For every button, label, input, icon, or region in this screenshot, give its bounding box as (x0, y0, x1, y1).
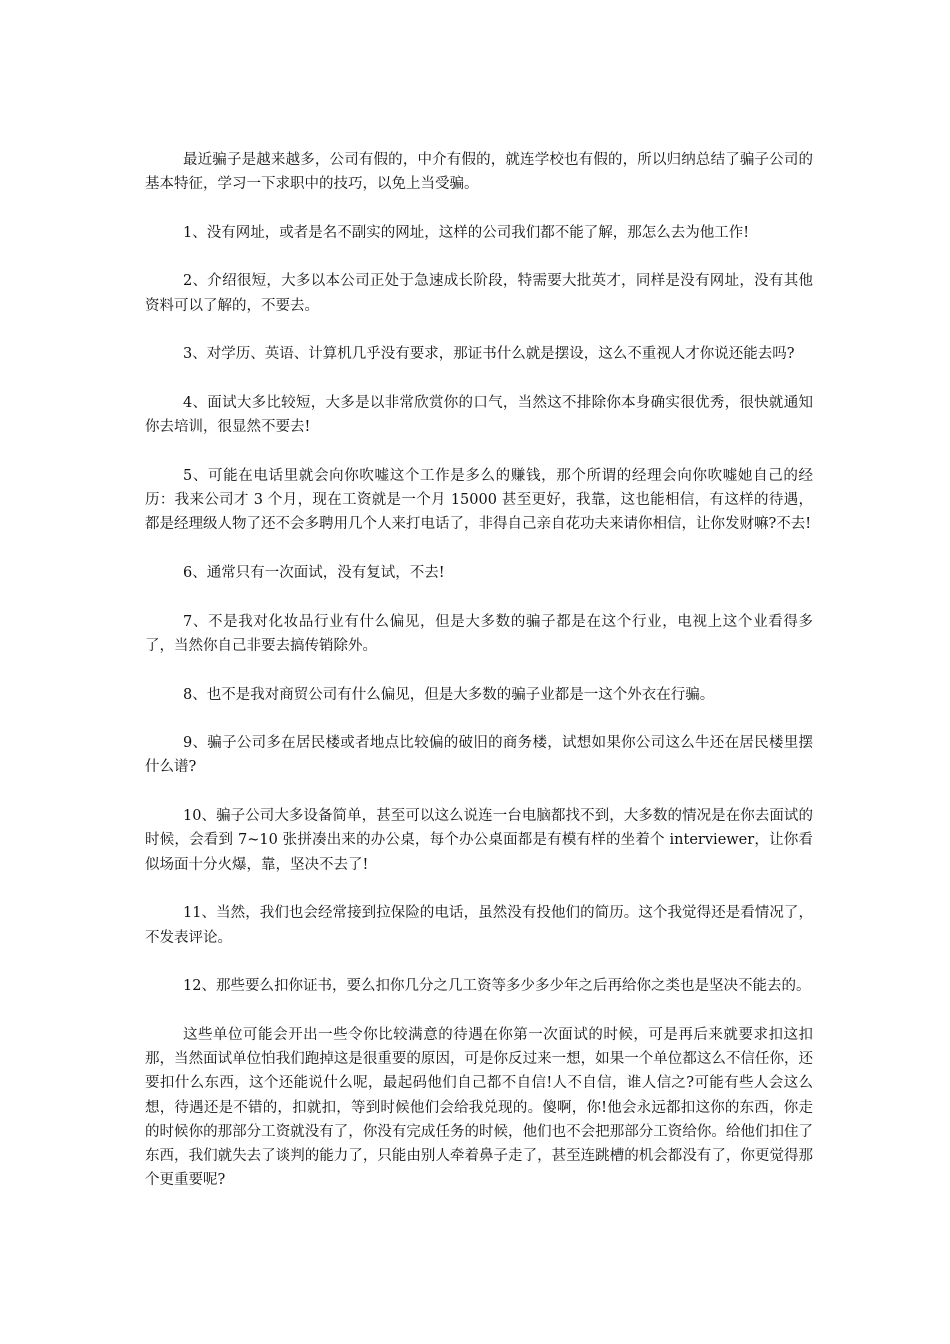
point-8-paragraph: 8、也不是我对商贸公司有什么偏见，但是大多数的骗子业都是一这个外衣在行骗。 (183, 686, 715, 703)
intro-paragraph: 最近骗子是越来越多，公司有假的，中介有假的，就连学校也有假的，所以归纳总结了骗子公司的基本特征，学习一下求职中的技巧，以免上当受骗。 (145, 152, 813, 193)
point-5-paragraph: 5、可能在电话里就会向你吹嘘这个工作是多么的赚钱，那个所谓的经理会向你吹嘘她自己的经历：我来公司才 3 个月，现在工资就是一个月 15000 甚至更好，我靠，这也能相信，有这样的待遇，都是经理级人物了还不会多聘用几个人来打电话了，非得自己亲自花功夫来请你相信，让你发财嘛?不去! (145, 467, 813, 533)
point-2-paragraph: 2、介绍很短，大多以本公司正处于急速成长阶段，特需要大批英才，同样是没有网址，没有其他资料可以了解的，不要去。 (145, 273, 813, 314)
point-4-paragraph: 4、面试大多比较短，大多是以非常欣赏你的口气，当然这不排除你本身确实很优秀，很快就通知你去培训，很显然不要去! (145, 394, 813, 436)
point-3-paragraph: 3、对学历、英语、计算机几乎没有要求，那证书什么就是摆设，这么不重视人才你说还能去吗? (183, 346, 795, 363)
point-7-paragraph: 7、不是我对化妆品行业有什么偏见，但是大多数的骗子都是在这个行业，电视上这个业看得多了，当然你自己非要去搞传销除外。 (145, 613, 813, 654)
point-11-paragraph: 11、当然，我们也会经常接到拉保险的电话，虽然没有投他们的简历。这个我觉得还是看情况了，不发表评论。 (145, 905, 813, 946)
point-9-paragraph: 9、骗子公司多在居民楼或者地点比较偏的破旧的商务楼，试想如果你公司这么牛还在居民楼里摆什么谱? (145, 735, 813, 776)
point-12-paragraph: 12、那些要么扣你证书，要么扣你几分之几工资等多少多少年之后再给你之类也是坚决不能去的。 (183, 978, 811, 995)
conclusion-paragraph: 这些单位可能会开出一些令你比较满意的待遇在你第一次面试的时候，可是再后来就要求扣这扣那，当然面试单位怕我们跑掉这是很重要的原因，可是你反过来一想，如果一个单位都这么不信任你，还要扣什么东西，这个还能说什么呢，最起码他们自己都不自信!人不自信，谁人信之?可能有些人会这么想，待遇还是不错的，扣就扣，等到时候他们会给我兑现的。傻啊，你!他会永远都扣这你的东西，你走的时候你的那部分工资就没有了，你没有完成任务的时候，他们也不会把那部分工资给你。给他们扣住了东西，我们就失去了谈判的能力了，只能由别人牵着鼻子走了，甚至连跳槽的机会都没有了，你更觉得那个更重要呢? (145, 1026, 813, 1189)
point-10-paragraph: 10、骗子公司大多设备简单，甚至可以这么说连一台电脑都找不到，大多数的情况是在你去面试的时候，会看到 7~10 张拼凑出来的办公桌，每个办公桌面都是有模有样的坐着个 interviewer，让你看似场面十分火爆，靠，坚决不去了! (145, 808, 813, 873)
point-1-paragraph: 1、没有网址，或者是名不副实的网址，这样的公司我们都不能了解，那怎么去为他工作! (183, 224, 750, 241)
document-body (145, 148, 813, 1217)
point-6-paragraph: 6、通常只有一次面试，没有复试，不去! (183, 565, 445, 582)
